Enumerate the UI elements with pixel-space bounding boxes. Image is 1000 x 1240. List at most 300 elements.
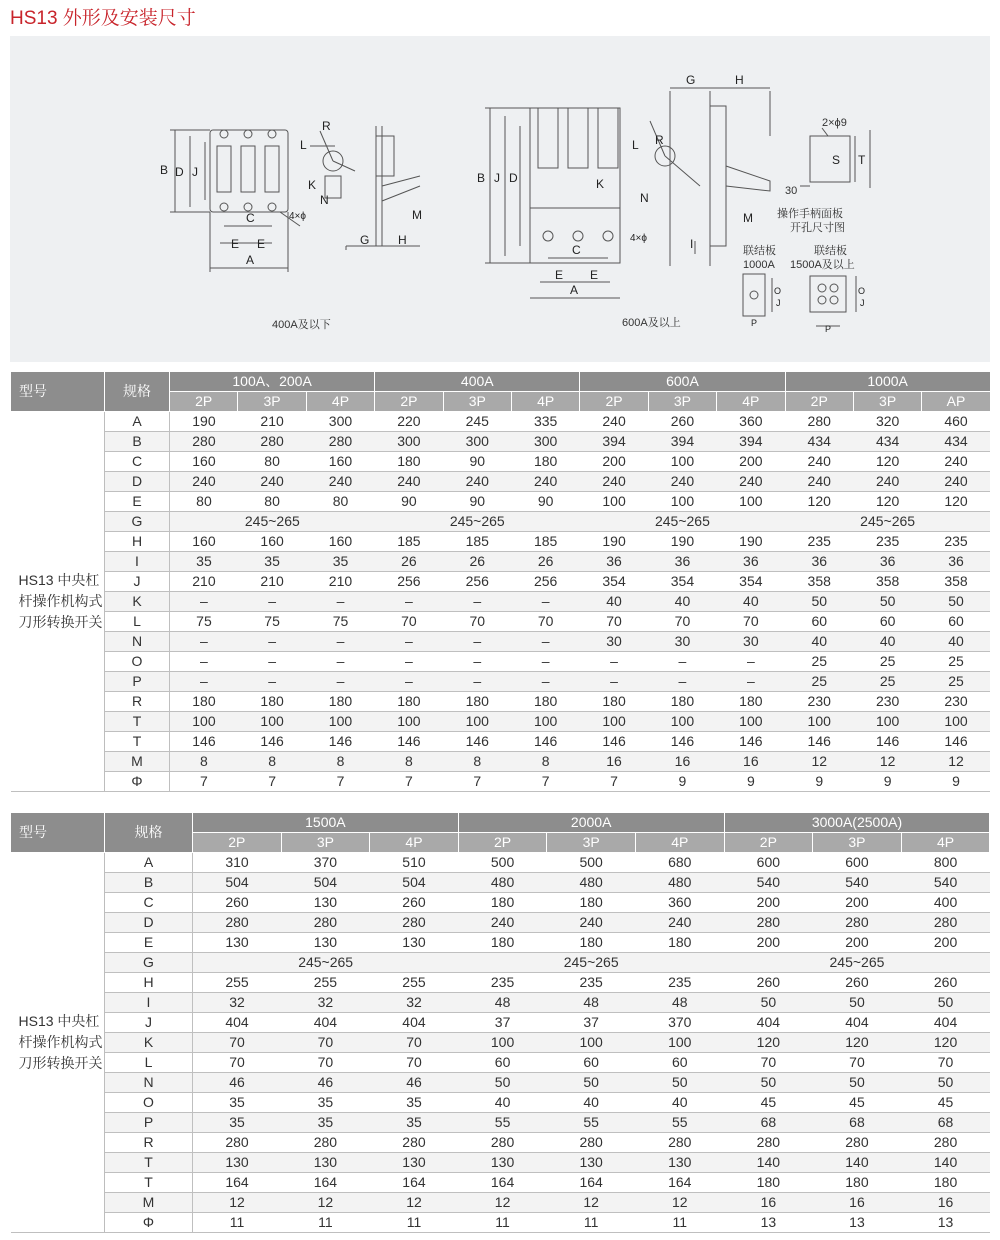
table-cell: 8 <box>170 752 238 772</box>
svg-text:T: T <box>858 153 866 167</box>
table-cell: 7 <box>580 772 648 792</box>
table-row <box>11 1153 990 1173</box>
table-cell: 160 <box>170 532 238 552</box>
table-row <box>11 492 991 512</box>
table-cell: 240 <box>238 472 306 492</box>
table-cell: 9 <box>648 772 716 792</box>
table-cell: 12 <box>547 1193 636 1213</box>
table-cell: 12 <box>193 1193 282 1213</box>
table-cell: 11 <box>370 1213 459 1233</box>
table-row <box>11 412 991 432</box>
table-cell: 16 <box>724 1193 813 1213</box>
svg-text:L: L <box>300 138 307 152</box>
table-cell: 210 <box>306 572 374 592</box>
table-row <box>11 1073 990 1093</box>
table-cell: 100 <box>785 712 853 732</box>
table-cell: 100 <box>547 1033 636 1053</box>
table-cell: 256 <box>443 572 511 592</box>
table1-pole-header: 2P <box>785 392 853 412</box>
parameter-name: T <box>105 1173 193 1193</box>
table-cell: – <box>238 672 306 692</box>
link-1500-label: 联结板 1500A及以上 <box>790 245 855 271</box>
table-cell: 180 <box>375 692 443 712</box>
table-cell: 50 <box>901 1073 990 1093</box>
table-cell: 25 <box>922 652 990 672</box>
table-row <box>11 1033 990 1053</box>
table-cell: 120 <box>785 492 853 512</box>
table-cell: 35 <box>238 552 306 572</box>
table-cell: 7 <box>375 772 443 792</box>
table-row <box>11 472 991 492</box>
table-cell: 37 <box>547 1013 636 1033</box>
table-cell: 55 <box>458 1113 547 1133</box>
table-row <box>11 432 991 452</box>
table-cell: 7 <box>443 772 511 792</box>
table-cell: – <box>170 632 238 652</box>
parameter-name: L <box>105 1053 193 1073</box>
table-cell: 35 <box>370 1113 459 1133</box>
table-cell: 35 <box>370 1093 459 1113</box>
table-cell: 200 <box>813 933 902 953</box>
table-cell: 260 <box>648 412 716 432</box>
table1-pole-header: AP <box>922 392 990 412</box>
svg-text:M: M <box>743 211 753 225</box>
svg-text:N: N <box>640 191 649 205</box>
table-cell: 280 <box>170 432 238 452</box>
table-row <box>11 512 991 532</box>
table-cell: 310 <box>193 853 282 873</box>
table1-group-header: 400A <box>375 372 580 392</box>
spec-table-2 <box>10 812 990 1233</box>
table-cell: 140 <box>724 1153 813 1173</box>
table-cell: 800 <box>901 853 990 873</box>
table-cell: 120 <box>922 492 990 512</box>
table-cell: 404 <box>901 1013 990 1033</box>
svg-text:S: S <box>832 153 841 167</box>
parameter-name: Φ <box>105 1213 193 1233</box>
table-cell: 120 <box>813 1033 902 1053</box>
table-cell: 504 <box>281 873 370 893</box>
table-cell: 280 <box>193 913 282 933</box>
parameter-name: O <box>105 1093 193 1113</box>
parameter-name: N <box>105 632 170 652</box>
table-row <box>11 652 991 672</box>
table-row <box>11 612 991 632</box>
table-cell: 146 <box>648 732 716 752</box>
table-cell: 230 <box>785 692 853 712</box>
table-cell: 180 <box>458 893 547 913</box>
svg-text:K: K <box>308 178 317 192</box>
table-cell: 240 <box>922 452 990 472</box>
table-cell: 245~265 <box>580 512 785 532</box>
table-cell: 280 <box>458 1133 547 1153</box>
table-cell: 50 <box>635 1073 724 1093</box>
table-cell: 235 <box>853 532 921 552</box>
panel-dim-label: 30 <box>785 185 798 197</box>
table-cell: 240 <box>785 472 853 492</box>
table-cell: 240 <box>547 913 636 933</box>
table-cell: 240 <box>648 472 716 492</box>
table-cell: 200 <box>717 452 785 472</box>
svg-text:E: E <box>555 268 564 282</box>
table-cell: 68 <box>813 1113 902 1133</box>
table-cell: 40 <box>853 632 921 652</box>
table2-pole-header: 4P <box>635 833 724 853</box>
table-cell: 146 <box>580 732 648 752</box>
table2-pole-header: 3P <box>281 833 370 853</box>
table-cell: 9 <box>717 772 785 792</box>
table-cell: 185 <box>375 532 443 552</box>
table-cell: 9 <box>853 772 921 792</box>
table-cell: 180 <box>547 893 636 913</box>
table-cell: 260 <box>193 893 282 913</box>
table-cell: 245~265 <box>724 953 990 973</box>
table-row <box>11 672 991 692</box>
table-cell: 46 <box>281 1073 370 1093</box>
parameter-name: C <box>105 452 170 472</box>
table-cell: 280 <box>306 432 374 452</box>
table-cell: 13 <box>813 1213 902 1233</box>
table-row <box>11 933 990 953</box>
diagram-hole-label-1: 4×ϕ <box>289 211 307 222</box>
table-cell: 70 <box>281 1053 370 1073</box>
table-cell: 100 <box>635 1033 724 1053</box>
parameter-name: O <box>105 652 170 672</box>
table-cell: 146 <box>717 732 785 752</box>
table-cell: 540 <box>724 873 813 893</box>
table-cell: 146 <box>853 732 921 752</box>
table-cell: 280 <box>813 913 902 933</box>
table-cell: 40 <box>717 592 785 612</box>
table1-header-spec: 规格 <box>105 372 170 412</box>
table-cell: 36 <box>648 552 716 572</box>
table-cell: 130 <box>193 1153 282 1173</box>
parameter-name: P <box>105 672 170 692</box>
caption-400a: 400A及以下 <box>272 319 331 331</box>
table-row <box>11 913 990 933</box>
table-cell: 50 <box>853 592 921 612</box>
table-cell: 280 <box>724 1133 813 1153</box>
table-cell: 164 <box>193 1173 282 1193</box>
table-cell: 200 <box>813 893 902 913</box>
table-cell: 130 <box>370 1153 459 1173</box>
table-cell: 50 <box>547 1073 636 1093</box>
table-cell: 100 <box>717 492 785 512</box>
svg-text:D: D <box>509 171 518 185</box>
svg-text:G: G <box>360 233 370 247</box>
table-cell: 75 <box>238 612 306 632</box>
table-cell: 70 <box>370 1033 459 1053</box>
table-cell: 120 <box>901 1033 990 1053</box>
table-cell: 50 <box>922 592 990 612</box>
table-cell: 354 <box>648 572 716 592</box>
table-cell: 37 <box>458 1013 547 1033</box>
svg-text:I: I <box>690 237 694 251</box>
table-row <box>11 572 991 592</box>
table-cell: 55 <box>635 1113 724 1133</box>
table-cell: 16 <box>901 1193 990 1213</box>
table-cell: – <box>717 672 785 692</box>
table-row <box>11 592 991 612</box>
table-cell: 11 <box>635 1213 724 1233</box>
table-row <box>11 853 990 873</box>
table-cell: 60 <box>785 612 853 632</box>
parameter-name: H <box>105 532 170 552</box>
table-cell: 48 <box>635 993 724 1013</box>
table-cell: 190 <box>648 532 716 552</box>
svg-text:E: E <box>231 237 240 251</box>
table-cell: 510 <box>370 853 459 873</box>
table2-group-header: 2000A <box>458 813 724 833</box>
table-cell: 100 <box>853 712 921 732</box>
table-cell: 185 <box>511 532 579 552</box>
table-row <box>11 1113 990 1133</box>
table-row <box>11 973 990 993</box>
table-cell: 45 <box>901 1093 990 1113</box>
svg-text:O: O <box>858 286 866 296</box>
table-cell: 600 <box>724 853 813 873</box>
table-cell: 7 <box>511 772 579 792</box>
table-row <box>11 1193 990 1213</box>
table-cell: 504 <box>193 873 282 893</box>
table-cell: 40 <box>458 1093 547 1113</box>
table-cell: 200 <box>724 893 813 913</box>
table-cell: 404 <box>724 1013 813 1033</box>
table-cell: 70 <box>281 1033 370 1053</box>
table-cell: 120 <box>853 492 921 512</box>
table-cell: 40 <box>547 1093 636 1113</box>
table-cell: 30 <box>580 632 648 652</box>
table-row <box>11 1133 990 1153</box>
table-cell: 35 <box>281 1113 370 1133</box>
dimension-diagram <box>10 36 990 362</box>
table-cell: 260 <box>901 973 990 993</box>
table-cell: 370 <box>281 853 370 873</box>
table-cell: 70 <box>901 1053 990 1073</box>
table-cell: 100 <box>648 492 716 512</box>
table-cell: 335 <box>511 412 579 432</box>
table-cell: 25 <box>922 672 990 692</box>
table2-header-model: 型号 <box>11 813 105 853</box>
table-row <box>11 752 991 772</box>
table-cell: – <box>306 672 374 692</box>
parameter-name: I <box>105 993 193 1013</box>
table-cell: 280 <box>901 1133 990 1153</box>
svg-text:A: A <box>246 253 255 267</box>
table-cell: 280 <box>281 1133 370 1153</box>
table-cell: 13 <box>724 1213 813 1233</box>
table-cell: 245~265 <box>458 953 724 973</box>
table1-group-header: 600A <box>580 372 785 392</box>
table-row <box>11 452 991 472</box>
table-row <box>11 893 990 913</box>
table-cell: 255 <box>281 973 370 993</box>
table-cell: 370 <box>635 1013 724 1033</box>
svg-text:R: R <box>655 133 664 147</box>
table-cell: 280 <box>785 412 853 432</box>
table-cell: 358 <box>853 572 921 592</box>
table-cell: 55 <box>547 1113 636 1133</box>
table-cell: 240 <box>785 452 853 472</box>
table-cell: 180 <box>511 692 579 712</box>
table-cell: 480 <box>547 873 636 893</box>
table-cell: 12 <box>370 1193 459 1213</box>
table-cell: 280 <box>547 1133 636 1153</box>
diagram-hole-label-2: 4×ϕ <box>630 233 648 244</box>
table-cell: – <box>375 592 443 612</box>
table-cell: 7 <box>238 772 306 792</box>
table-cell: 680 <box>635 853 724 873</box>
parameter-name: L <box>105 612 170 632</box>
table-cell: 240 <box>580 472 648 492</box>
table-cell: 180 <box>511 452 579 472</box>
table-cell: 16 <box>580 752 648 772</box>
parameter-name: T <box>105 1153 193 1173</box>
table-cell: 180 <box>238 692 306 712</box>
table-cell: 68 <box>724 1113 813 1133</box>
table-row <box>11 692 991 712</box>
table-cell: 240 <box>580 412 648 432</box>
table-cell: 120 <box>853 452 921 472</box>
table-cell: 245~265 <box>375 512 580 532</box>
table-cell: 280 <box>193 1133 282 1153</box>
table-cell: 50 <box>724 993 813 1013</box>
table-cell: 164 <box>635 1173 724 1193</box>
table-cell: 146 <box>443 732 511 752</box>
table-cell: – <box>170 592 238 612</box>
parameter-name: T <box>105 732 170 752</box>
table2-pole-header: 2P <box>724 833 813 853</box>
table-row <box>11 632 991 652</box>
table-cell: – <box>580 672 648 692</box>
parameter-name: N <box>105 1073 193 1093</box>
table-cell: 360 <box>635 893 724 913</box>
page-title: HS13 外形及安装尺寸 <box>10 8 196 29</box>
svg-text:N: N <box>320 193 329 207</box>
table-cell: 180 <box>547 933 636 953</box>
table-cell: 90 <box>443 492 511 512</box>
parameter-name: A <box>105 412 170 432</box>
table-cell: 16 <box>813 1193 902 1213</box>
table-cell: – <box>170 672 238 692</box>
table-cell: 160 <box>306 532 374 552</box>
table-cell: 70 <box>511 612 579 632</box>
table-cell: 70 <box>443 612 511 632</box>
table-cell: 32 <box>281 993 370 1013</box>
table-cell: 130 <box>281 1153 370 1173</box>
table-cell: 404 <box>193 1013 282 1033</box>
table-cell: – <box>443 632 511 652</box>
table-cell: 358 <box>922 572 990 592</box>
table-cell: 100 <box>511 712 579 732</box>
panel-cutout-label <box>777 206 845 234</box>
table-cell: 80 <box>306 492 374 512</box>
table-cell: 210 <box>170 572 238 592</box>
table1-header-model: 型号 <box>11 372 105 412</box>
parameter-name: R <box>105 692 170 712</box>
table-cell: – <box>238 592 306 612</box>
table-cell: 40 <box>580 592 648 612</box>
svg-text:C: C <box>246 211 255 225</box>
table-cell: 185 <box>443 532 511 552</box>
table-cell: 500 <box>547 853 636 873</box>
parameter-name: D <box>105 472 170 492</box>
table-cell: 100 <box>717 712 785 732</box>
table-cell: 70 <box>370 1053 459 1073</box>
table-cell: 245~265 <box>193 953 459 973</box>
table-cell: 245~265 <box>170 512 375 532</box>
table-cell: 300 <box>511 432 579 452</box>
parameter-name: J <box>105 1013 193 1033</box>
table-cell: 90 <box>511 492 579 512</box>
table-cell: 280 <box>370 913 459 933</box>
table-cell: – <box>306 632 374 652</box>
table-row <box>11 1013 990 1033</box>
table-row <box>11 1053 990 1073</box>
table-cell: 50 <box>458 1073 547 1093</box>
table-cell: 280 <box>813 1133 902 1153</box>
table-cell: 120 <box>724 1033 813 1053</box>
table-cell: 480 <box>635 873 724 893</box>
table-cell: – <box>443 652 511 672</box>
table-row <box>11 1213 990 1233</box>
table-cell: 240 <box>853 472 921 492</box>
table-cell: – <box>511 652 579 672</box>
table2-pole-header: 4P <box>370 833 459 853</box>
table-cell: 400 <box>901 893 990 913</box>
table2-group-header: 3000A(2500A) <box>724 813 990 833</box>
table-row <box>11 552 991 572</box>
table-cell: 360 <box>717 412 785 432</box>
svg-text:P: P <box>751 318 758 328</box>
table2-pole-header: 2P <box>193 833 282 853</box>
table-cell: 200 <box>724 933 813 953</box>
table-cell: 354 <box>580 572 648 592</box>
table-cell: 240 <box>922 472 990 492</box>
parameter-name: G <box>105 512 170 532</box>
table-cell: 100 <box>648 712 716 732</box>
parameter-name: M <box>105 752 170 772</box>
table-cell: 404 <box>370 1013 459 1033</box>
table-cell: – <box>238 652 306 672</box>
table-cell: 240 <box>306 472 374 492</box>
table-cell: 8 <box>511 752 579 772</box>
table-cell: 12 <box>635 1193 724 1213</box>
table-cell: 600 <box>813 853 902 873</box>
table-cell: 9 <box>785 772 853 792</box>
table1-pole-header: 3P <box>648 392 716 412</box>
table-cell: 70 <box>580 612 648 632</box>
table-cell: 26 <box>375 552 443 572</box>
table-cell: 26 <box>443 552 511 572</box>
table-cell: 70 <box>193 1033 282 1053</box>
table-cell: 90 <box>375 492 443 512</box>
table-cell: 404 <box>281 1013 370 1033</box>
table-cell: 260 <box>370 893 459 913</box>
table1-pole-header: 2P <box>375 392 443 412</box>
svg-text:E: E <box>590 268 599 282</box>
table-cell: 70 <box>193 1053 282 1073</box>
table1-pole-header: 4P <box>511 392 579 412</box>
svg-text:B: B <box>160 163 169 177</box>
table-cell: 140 <box>901 1153 990 1173</box>
table-cell: 245~265 <box>785 512 990 532</box>
parameter-name: K <box>105 1033 193 1053</box>
table-cell: 200 <box>580 452 648 472</box>
svg-text:H: H <box>735 73 744 87</box>
caption-600a: 600A及以上 <box>622 317 681 329</box>
table-row <box>11 993 990 1013</box>
